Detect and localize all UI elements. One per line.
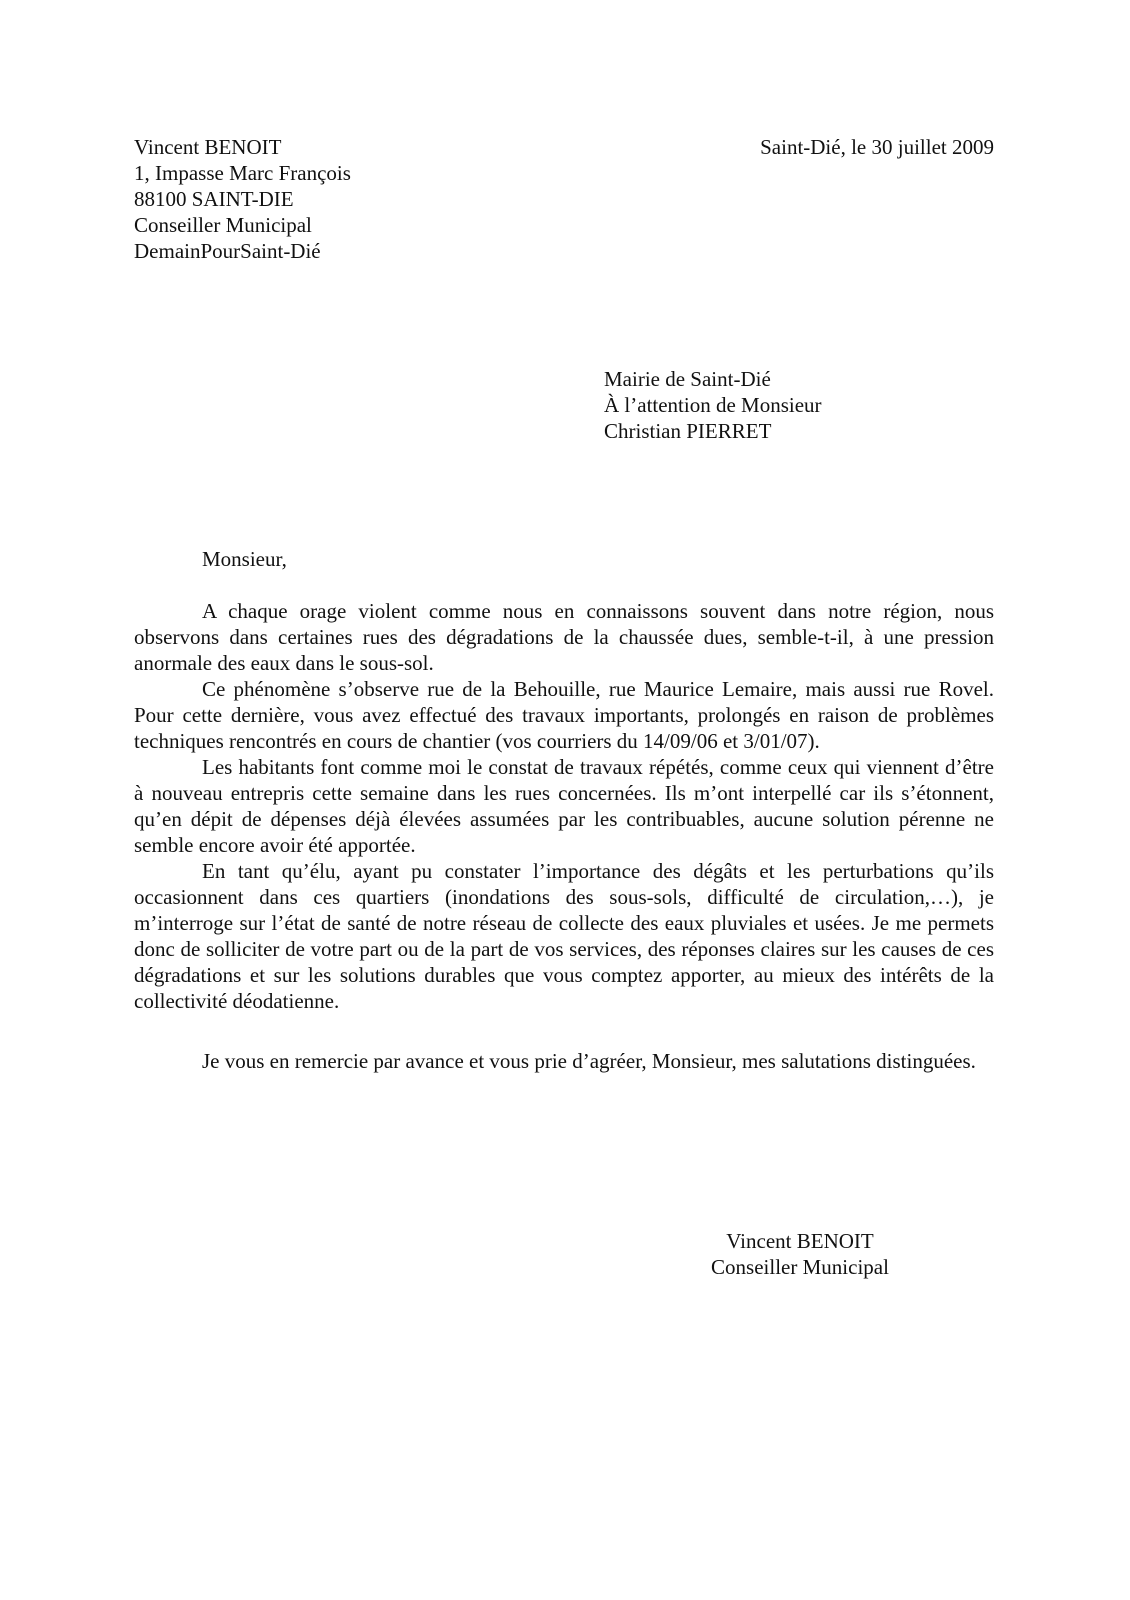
sender-name: Vincent BENOIT <box>134 135 282 159</box>
sender-street: 1, Impasse Marc François <box>134 161 351 185</box>
letter-date: Saint-Dié, le 30 juillet 2009 <box>760 135 994 159</box>
sender-group: DemainPourSaint-Dié <box>134 239 321 263</box>
sender-role: Conseiller Municipal <box>134 213 312 237</box>
body-paragraph: Ce phénomène s’observe rue de la Behouille, rue Maurice Lemaire, mais aussi rue Rovel. Pour cette dernière, vous avez effectué des travaux importants, prolongés en raison de problèmes techniques rencontrés en cours de chantier (vos courriers du 14/09/06 et 3/01/07). <box>134 677 994 753</box>
body-paragraph: Les habitants font comme moi le constat de travaux répétés, comme ceux qui viennent d’être à nouveau entrepris cette semaine dans les rues concernées. Ils m’ont interpellé car ils s’étonnent, qu’en dépit de dépenses déjà élevées assumées par les contribuables, aucune solution pérenne ne semble encore avoir été apportée. <box>134 755 994 857</box>
letter-body <box>134 598 994 1014</box>
signature-title: Conseiller Municipal <box>711 1255 889 1279</box>
sender-city: 88100 SAINT-DIE <box>134 187 294 211</box>
recipient-line: Mairie de Saint-Dié <box>604 367 771 391</box>
sender-address-block <box>134 134 554 264</box>
closing-block <box>134 1048 994 1074</box>
closing-paragraph: Je vous en remercie par avance et vous prie d’agréer, Monsieur, mes salutations distinguées. <box>202 1049 976 1073</box>
body-paragraph: A chaque orage violent comme nous en connaissons souvent dans notre région, nous observons dans certaines rues des dégradations de la chaussée dues, semble-t-il, à une pression anormale des eaux dans le sous-sol. <box>134 599 994 675</box>
signature-name: Vincent BENOIT <box>726 1229 874 1253</box>
salutation: Monsieur, <box>202 547 287 571</box>
recipient-line: À l’attention de Monsieur <box>604 393 822 417</box>
signature-block <box>690 1228 910 1280</box>
recipient-line: Christian PIERRET <box>604 419 772 443</box>
body-paragraph: En tant qu’élu, ayant pu constater l’importance des dégâts et les perturbations qu’ils occasionnent dans ces quartiers (inondations des sous-sols, difficulté de circulation,…), je m’interroge sur l’état de santé de notre réseau de collecte des eaux pluviales et usées. Je me permets donc de solliciter de votre part ou de la part de vos services, des réponses claires sur les causes de ces dégradations et sur les solutions durables que vous comptez apporter, au mieux des intérêts de la collectivité déodatienne. <box>134 859 994 1013</box>
recipient-address-block <box>604 366 1024 444</box>
